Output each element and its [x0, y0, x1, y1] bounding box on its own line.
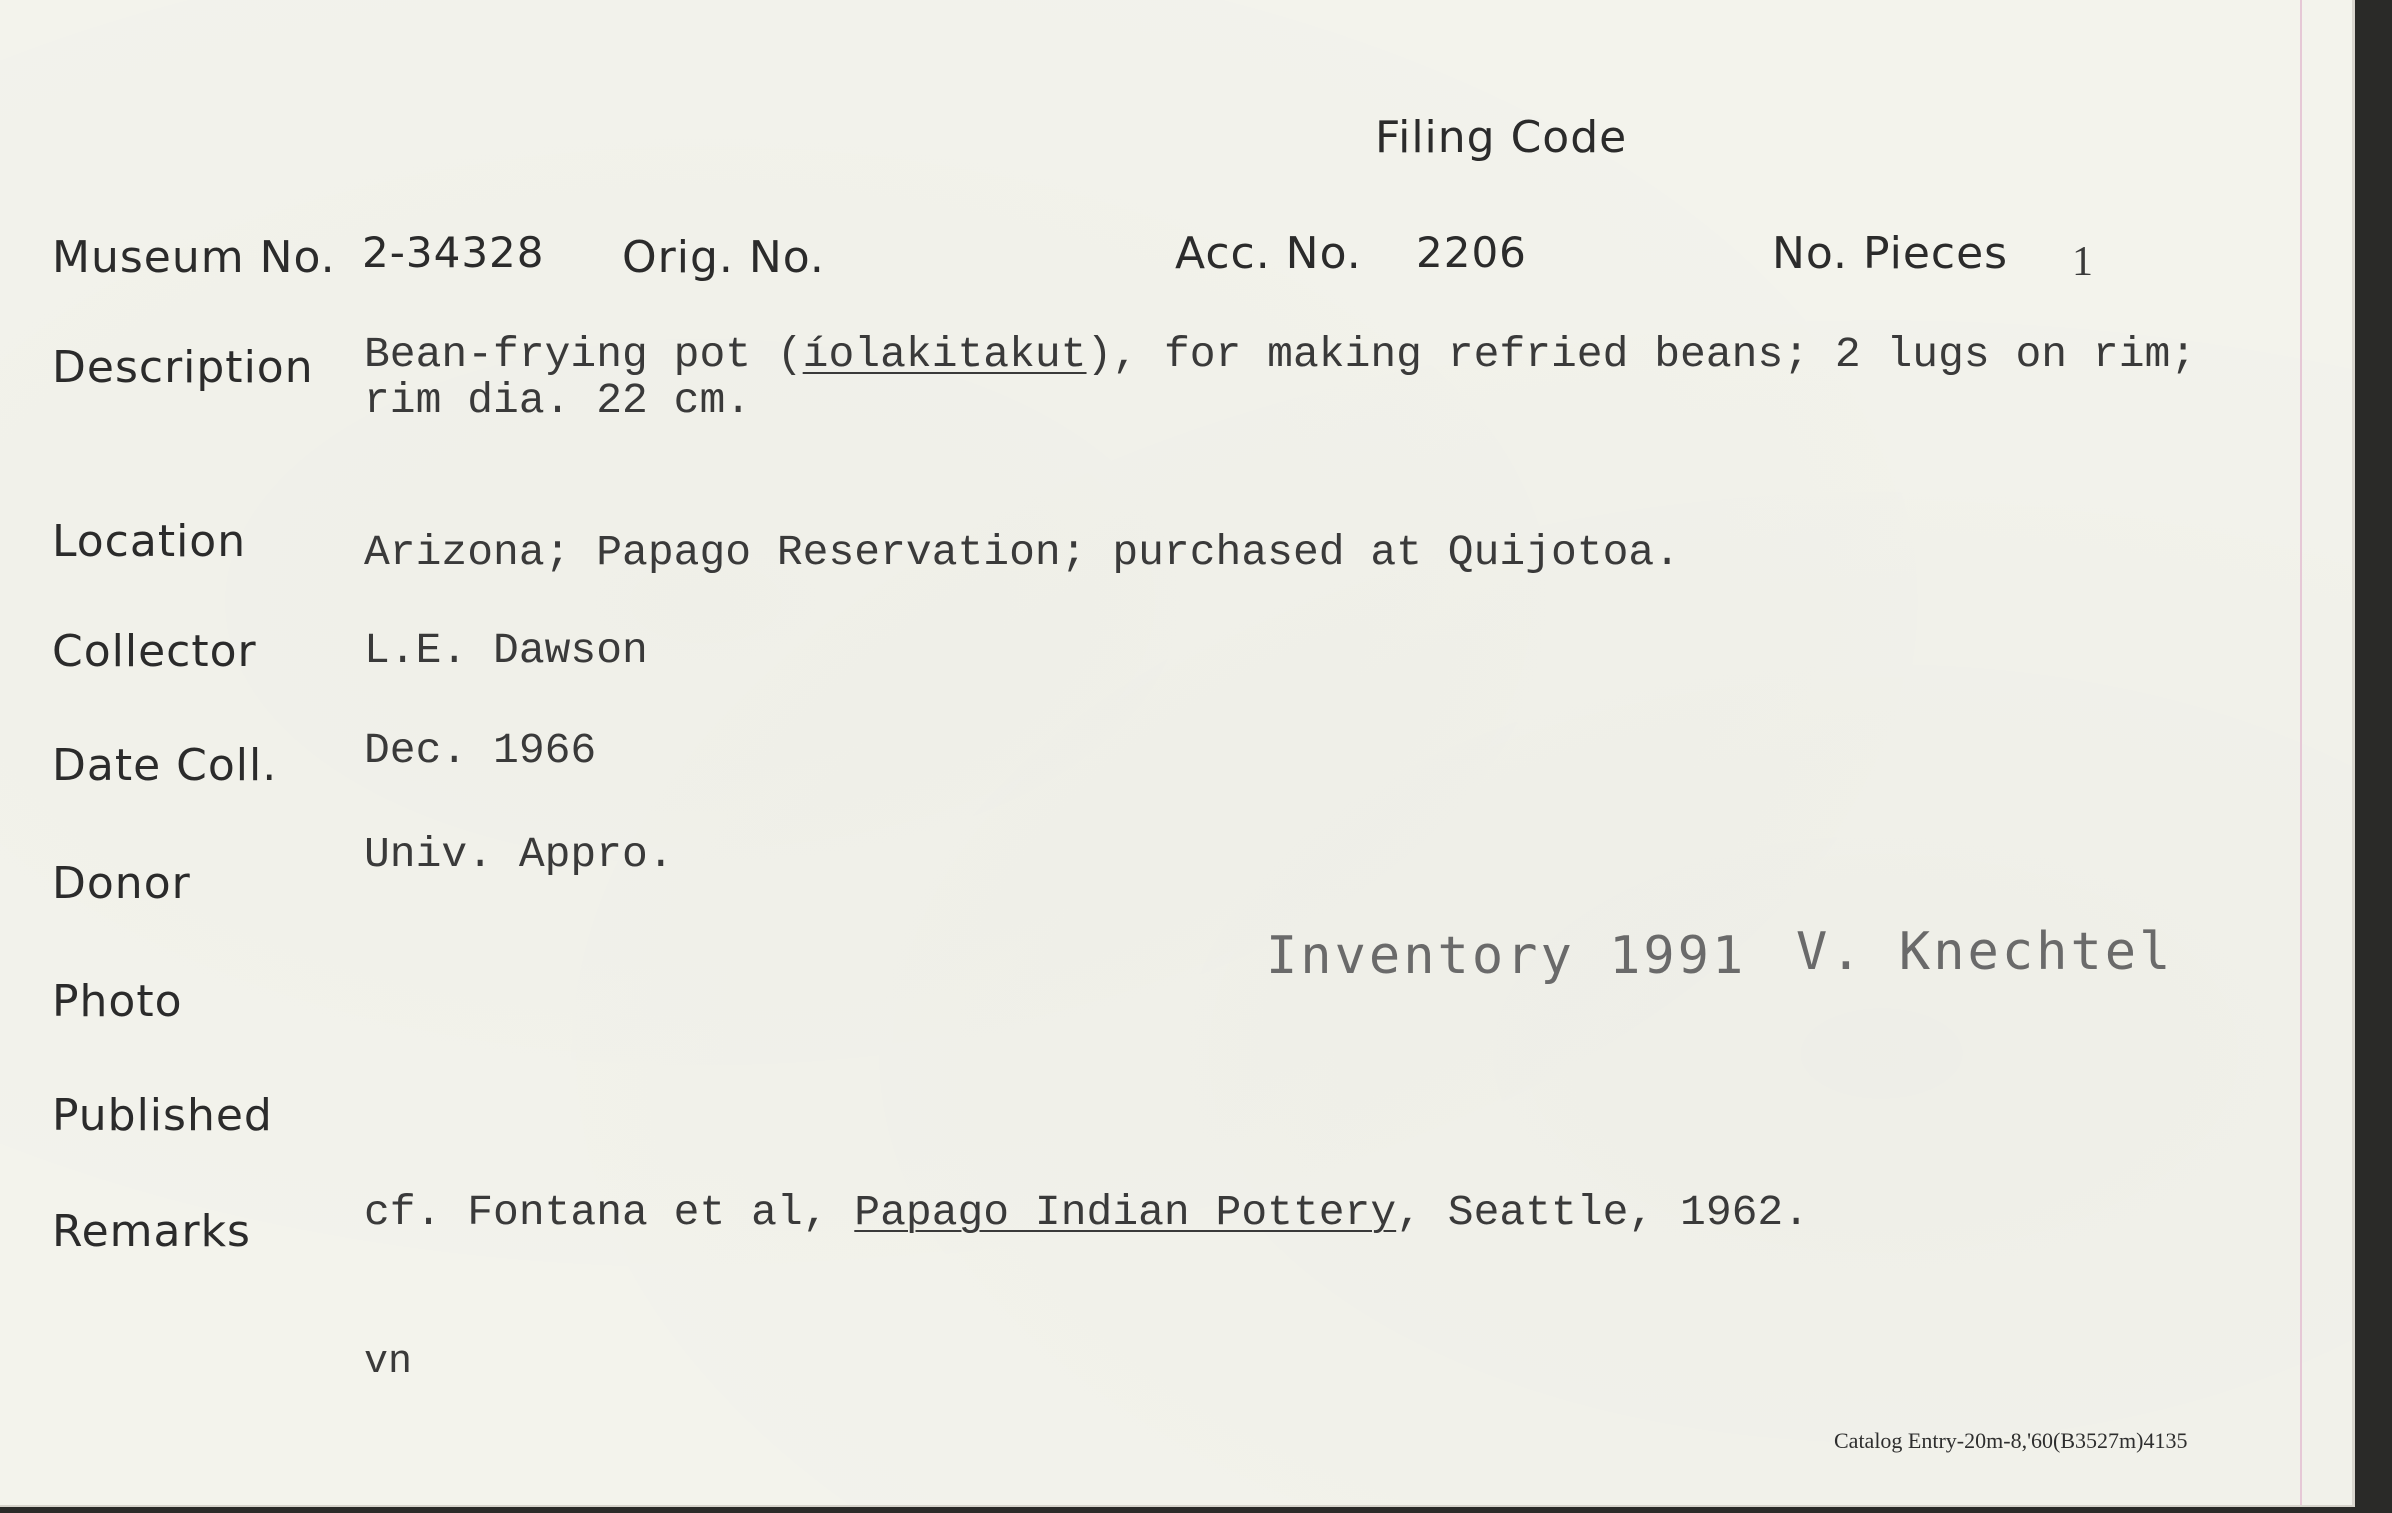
inventory-name: V. Knechtel — [1796, 922, 2174, 982]
donor-value: Univ. Appro. — [364, 830, 674, 879]
remarks-start: cf. Fontana et al, — [364, 1188, 855, 1237]
description-line-1-end: ), for making refried beans; 2 lugs on rim; — [1086, 330, 2197, 379]
museum-no-label: Museum No. — [52, 232, 336, 283]
collector-label: Collector — [52, 626, 257, 677]
date-coll-label: Date Coll. — [52, 740, 278, 791]
museum-no-value: 2-34328 — [362, 228, 545, 277]
published-label: Published — [52, 1090, 273, 1141]
inventory-stamp: Inventory 1991 — [1266, 926, 1747, 986]
location-label: Location — [52, 516, 247, 567]
description-line-2: rim dia. 22 cm. — [364, 376, 752, 425]
remarks-book-title: Papago Indian Pottery — [854, 1188, 1397, 1237]
orig-no-label: Orig. No. — [622, 232, 825, 283]
catalog-footer: Catalog Entry-20m-8,'60(B3527m)4135 — [1834, 1428, 2188, 1453]
no-pieces-label: No. Pieces — [1772, 228, 2009, 279]
filing-code-label — [1375, 112, 1627, 163]
description-line-1 — [364, 332, 2196, 378]
description-native-term: íolakitakut — [802, 330, 1087, 379]
no-pieces-value: 1 — [2072, 239, 2093, 285]
description-value — [364, 332, 2196, 424]
remarks-label: Remarks — [52, 1206, 251, 1257]
remarks-end: , Seattle, 1962. — [1396, 1188, 1810, 1237]
filing-code-text: Filing Code — [1375, 112, 1628, 163]
location-value: Arizona; Papago Reservation; purchased at Quijotoa. — [364, 528, 1681, 577]
card-edge-line — [2300, 0, 2302, 1505]
photo-label: Photo — [52, 976, 183, 1027]
donor-label: Donor — [52, 858, 191, 909]
acc-no-label: Acc. No. — [1175, 228, 1362, 279]
description-label: Description — [52, 342, 314, 393]
date-coll-value: Dec. 1966 — [364, 726, 597, 775]
collector-value: L.E. Dawson — [364, 626, 648, 675]
remarks-value — [364, 1188, 1809, 1237]
description-line-1-start: Bean-frying pot ( — [364, 330, 803, 379]
acc-no-value: 2206 — [1416, 228, 1527, 277]
initials: vn — [364, 1340, 413, 1385]
